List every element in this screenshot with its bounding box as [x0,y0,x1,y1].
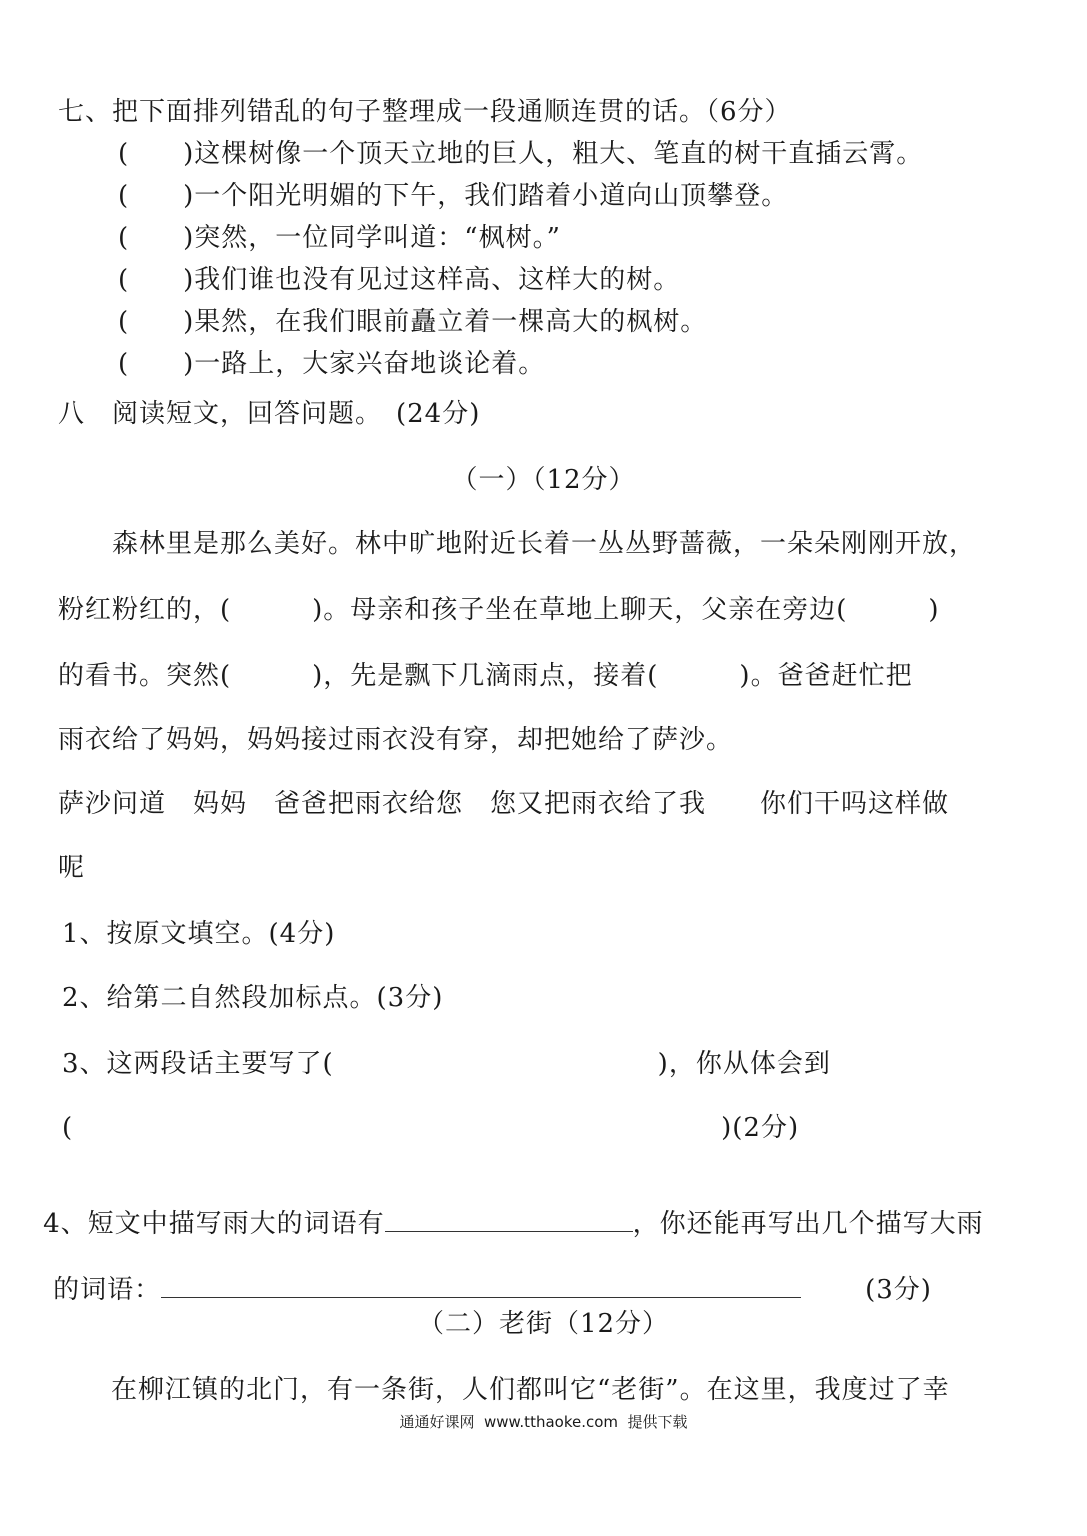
part1-heading: （一）（12分） [451,465,636,495]
passage-line: 萨沙问道 妈妈 爸爸把雨衣给您 您又把雨衣给了我 你们干吗这样做 [58,789,950,819]
answer-blank[interactable] [161,1275,801,1298]
reorder-item: ( )突然，一位同学叫道：“枫树。” [118,223,561,253]
question-4-text-cont: ，你还能再写出几个描写大雨 [632,1209,984,1239]
question-1: 1、按原文填空。(4分) [62,919,336,949]
question-4-score: (3分) [865,1275,932,1305]
part2-heading: （二）老街（12分） [417,1309,670,1339]
question-2: 2、给第二自然段加标点。(3分) [62,983,444,1013]
reorder-item: ( )一个阳光明媚的下午，我们踏着小道向山顶攀登。 [118,181,789,211]
question-3: 3、这两段话主要写了( )，你从体会到 [62,1049,831,1079]
reorder-item: ( )这棵树像一个顶天立地的巨人，粗大、笔直的树干直插云霄。 [118,139,924,169]
passage-line: 呢 [58,853,86,883]
reorder-item: ( )果然，在我们眼前矗立着一棵高大的枫树。 [118,307,708,337]
passage-line: 森林里是那么美好。林中旷地附近长着一丛丛野蔷薇，一朵朵刚刚开放， [58,529,977,559]
footer-source: 通通好课网 www.tthaoke.com 提供下载 [399,1413,688,1431]
question-3-continued: ( )(2分) [62,1113,800,1143]
passage-line: 雨衣给了妈妈，妈妈接过雨衣没有穿，却把她给了萨沙。 [58,725,734,755]
answer-blank[interactable] [385,1209,633,1232]
passage-line: 粉红粉红的，( )。母亲和孩子坐在草地上聊天，父亲在旁边( ) [58,595,940,625]
reorder-item: ( )一路上，大家兴奋地谈论着。 [118,349,546,379]
question-4-label: 的词语： [53,1275,162,1305]
question-4-text: 4、短文中描写雨大的词语有 [43,1209,385,1239]
passage-line: 的看书。突然( )，先是飘下几滴雨点，接着( )。爸爸赶忙把 [58,661,913,691]
passage-line: 在柳江镇的北门，有一条街，人们都叫它“老街”。在这里，我度过了幸 [84,1375,950,1405]
reorder-item: ( )我们谁也没有见过这样高、这样大的树。 [118,265,681,295]
section7-title: 七、把下面排列错乱的句子整理成一段通顺连贯的话。（6分） [58,97,792,127]
section8-title: 八 阅读短文，回答问题。 (24分) [58,399,481,429]
